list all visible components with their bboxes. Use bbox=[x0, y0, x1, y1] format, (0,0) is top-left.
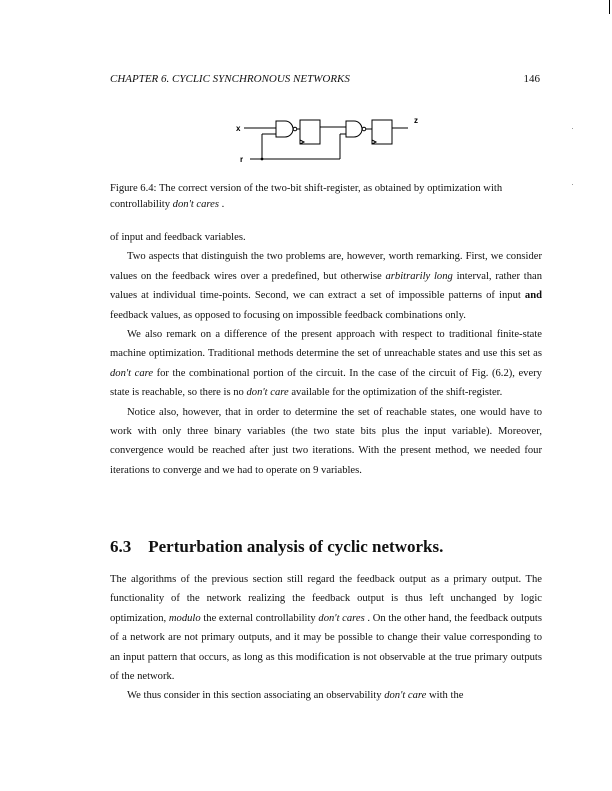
junction-dot bbox=[261, 158, 264, 161]
label-r: r bbox=[240, 155, 244, 164]
scan-mark bbox=[572, 128, 573, 129]
section-number: 6.3 bbox=[110, 537, 132, 556]
caption-emphasis: don't cares bbox=[172, 199, 219, 210]
section-title: Perturbation analysis of cyclic networks. bbox=[148, 537, 444, 556]
scan-mark bbox=[572, 184, 573, 185]
label-x: x bbox=[236, 124, 241, 133]
paragraph: Two aspects that distinguish the two problems are, however, worth remarking. First, we consider values on the feedback wires over a predefined, but otherwise arbitrarily long interval, rather than values at individual time-points. Second, we can extract a set of impossible patterns of input and feedback values, as opposed to focusing on impossible feedback combinations only. bbox=[110, 251, 543, 321]
caption-text: Figure 6.4: The correct version of the two-bit shift-register, as obtained by optimization with controllability bbox=[110, 183, 503, 210]
section-heading bbox=[110, 537, 542, 557]
and-gate-1 bbox=[276, 121, 293, 137]
page-number: 146 bbox=[523, 73, 540, 85]
paragraph: We thus consider in this section associating an observability don't care with the bbox=[127, 690, 464, 702]
inverter-bubble-1 bbox=[293, 127, 297, 131]
label-z: z bbox=[414, 116, 418, 125]
caption-end: . bbox=[218, 199, 225, 210]
shift-register-diagram bbox=[230, 112, 430, 172]
inverter-bubble-2 bbox=[362, 127, 366, 131]
page-edge-mark bbox=[609, 0, 610, 14]
paragraph: of input and feedback variables. bbox=[110, 232, 246, 243]
body-text-1 bbox=[110, 228, 542, 480]
figure-caption bbox=[110, 181, 542, 213]
chapter-title: CHAPTER 6. CYCLIC SYNCHRONOUS NETWORKS bbox=[110, 73, 350, 85]
flip-flop-2 bbox=[372, 120, 392, 144]
body-text-2 bbox=[110, 570, 542, 706]
paragraph: Notice also, however, that in order to determine the set of reachable states, one would have to work with only three binary variables (the two state bits plus the input variable). Moreover, convergence would be reached after just two iterations. With the present method, we needed four iterations to converge and we had to operate on 9 variables. bbox=[110, 406, 542, 476]
running-header bbox=[110, 73, 540, 85]
and-gate-2 bbox=[346, 121, 362, 137]
circuit-figure bbox=[230, 112, 430, 172]
flip-flop-1 bbox=[300, 120, 320, 144]
paragraph: The algorithms of the previous section still regard the feedback output as a primary output. The functionality of the network realizing the feedback output is thus left unchanged by logic optimization, modulo the external controllability don't cares . On the other hand, the feedback outputs of a network are not primary outputs, and it may be possible to change their value corresponding to an input pattern that occurs, as long as this modification is not observable at the true primary outputs of the network. bbox=[110, 574, 542, 683]
paragraph: We also remark on a difference of the present approach with respect to traditional finite-state machine optimization. Traditional methods determine the set of unreachable states and use this set as don't care for the combinational portion of the circuit. In the case of the circuit of Fig. (6.2), every state is reachable, so there is no don't care available for the optimization of the shift-register. bbox=[110, 329, 542, 399]
